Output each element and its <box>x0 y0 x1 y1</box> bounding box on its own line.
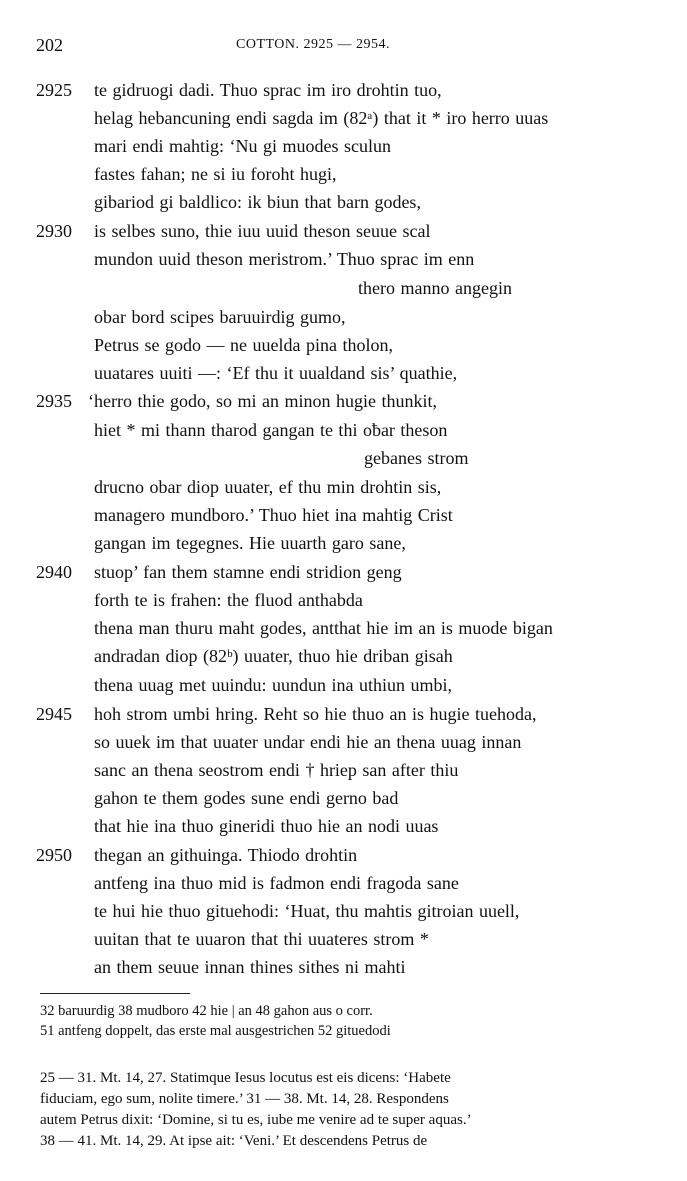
verse-line <box>0 136 687 162</box>
verse-line <box>0 675 687 701</box>
verse-text: managero mundboro.’ Thuo hiet ina mahtig Crist <box>94 505 453 525</box>
page-header <box>36 35 637 57</box>
verse-line <box>0 533 687 559</box>
verse-text: uuatares uuiti —: ‘Ef thu it uualdand sis’ quathie, <box>94 363 458 383</box>
verse-line-continuation <box>0 448 687 474</box>
footnote-divider <box>40 993 190 994</box>
verse-line <box>0 249 687 275</box>
verse-line <box>0 845 687 871</box>
commentary-line: 38 — 41. Mt. 14, 29. At ipse ait: ‘Veni.’ Et descendens Petrus de <box>40 1133 428 1149</box>
verse-text: that hie ina thuo gineridi thuo hie an nodi uuas <box>94 816 439 836</box>
verse-text: ‘herro thie godo, so mi an minon hugie thunkit, <box>88 391 437 411</box>
verse-line <box>0 873 687 899</box>
verse-line <box>0 307 687 333</box>
line-number: 2945 <box>36 704 72 724</box>
running-head: COTTON. 2925 — 2954. <box>236 37 391 52</box>
verse-text: mari endi mahtig: ‘Nu gi muodes sculun <box>94 136 391 156</box>
line-number: 2940 <box>36 562 72 582</box>
verse-text: obar bord scipes baruuirdig gumo, <box>94 307 346 327</box>
verse-text: sanc an thena seostrom endi † hriep san after thiu <box>94 760 459 780</box>
verse-line <box>0 646 687 672</box>
verse-line <box>0 901 687 927</box>
verse-line <box>0 760 687 786</box>
verse-text: hiet * mi thann tharod gangan te thi oƀar theson <box>94 420 448 440</box>
verse-text: so uuek im that uuater undar endi hie an thena uuag innan <box>94 732 522 752</box>
verse-text: gebanes strom <box>364 448 469 468</box>
verse-text: thena man thuru maht godes, antthat hie im an is muode bigan <box>94 618 553 638</box>
verse-text: fastes fahan; ne si iu foroht hugi, <box>94 164 337 184</box>
line-number: 2935 <box>36 391 72 411</box>
commentary-line: autem Petrus dixit: ‘Domine, si tu es, iube me venire ad te super aquas.’ <box>40 1112 472 1128</box>
verse-line <box>0 618 687 644</box>
line-number: 2950 <box>36 845 72 865</box>
verse-line <box>0 391 687 417</box>
verse-text: andradan diop (82ᵇ) uuater, thuo hie driban gisah <box>94 646 453 666</box>
verse-line <box>0 192 687 218</box>
verse-line <box>0 221 687 247</box>
verse-text: forth te is frahen: the fluod anthabda <box>94 590 363 610</box>
verse-line <box>0 420 687 446</box>
verse-line <box>0 108 687 134</box>
verse-text: stuop’ fan them stamne endi stridion geng <box>94 562 402 582</box>
verse-text: uuitan that te uuaron that thi uuateres strom * <box>94 929 429 949</box>
verse-line <box>0 363 687 389</box>
verse-line <box>0 477 687 503</box>
verse-text: helag hebancuning endi sagda im (82ᵃ) that it * iro herro uuas <box>94 108 549 128</box>
verse-text: thegan an githuinga. Thiodo drohtin <box>94 845 358 865</box>
verse-text: te hui hie thuo gituehodi: ‘Huat, thu mahtis gitroian uuell, <box>94 901 520 921</box>
verse-text: te gidruogi dadi. Thuo sprac im iro drohtin tuo, <box>94 80 442 100</box>
verse-text: gahon te them godes sune endi gerno bad <box>94 788 399 808</box>
verse-line <box>0 505 687 531</box>
verse-text: gibariod gi baldlico: ik biun that barn godes, <box>94 192 421 212</box>
verse-line <box>0 732 687 758</box>
verse-line <box>0 957 687 983</box>
verse-text: an them seuue innan thines sithes ni mahti <box>94 957 406 977</box>
verse-line <box>0 704 687 730</box>
verse-line <box>0 788 687 814</box>
verse-text: Petrus se godo — ne uuelda pina tholon, <box>94 335 393 355</box>
footnote-line: 51 antfeng doppelt, das erste mal ausgestrichen 52 gituedodi <box>40 1023 391 1039</box>
verse-text: drucno obar diop uuater, ef thu min drohtin sis, <box>94 477 442 497</box>
verse-line <box>0 590 687 616</box>
page-number: 202 <box>36 35 63 55</box>
verse-line <box>0 562 687 588</box>
verse-line <box>0 164 687 190</box>
commentary-line: fiduciam, ego sum, nolite timere.’ 31 — 38. Mt. 14, 28. Respondens <box>40 1091 449 1107</box>
verse-line <box>0 816 687 842</box>
verse-text: is selbes suno, thie iuu uuid theson seuue scal <box>94 221 431 241</box>
line-number: 2925 <box>36 80 72 100</box>
verse-text: mundon uuid theson meristrom.’ Thuo sprac im enn <box>94 249 475 269</box>
verse-line <box>0 335 687 361</box>
commentary-line: 25 — 31. Mt. 14, 27. Statimque Iesus locutus est eis dicens: ‘Habete <box>40 1070 451 1086</box>
line-number: 2930 <box>36 221 72 241</box>
verse-line <box>0 929 687 955</box>
verse-text: thero manno angegin <box>358 278 512 298</box>
verse-line-continuation <box>0 278 687 304</box>
verse-text: gangan im tegegnes. Hie uuarth garo sane, <box>94 533 406 553</box>
verse-text: thena uuag met uuindu: uundun ina uthiun umbi, <box>94 675 452 695</box>
verse-line <box>0 80 687 106</box>
verse-text: hoh strom umbi hring. Reht so hie thuo an is hugie tuehoda, <box>94 704 537 724</box>
verse-text: antfeng ina thuo mid is fadmon endi fragoda sane <box>94 873 459 893</box>
footnote-line: 32 baruurdig 38 mudboro 42 hie | an 48 gahon aus o corr. <box>40 1003 373 1019</box>
